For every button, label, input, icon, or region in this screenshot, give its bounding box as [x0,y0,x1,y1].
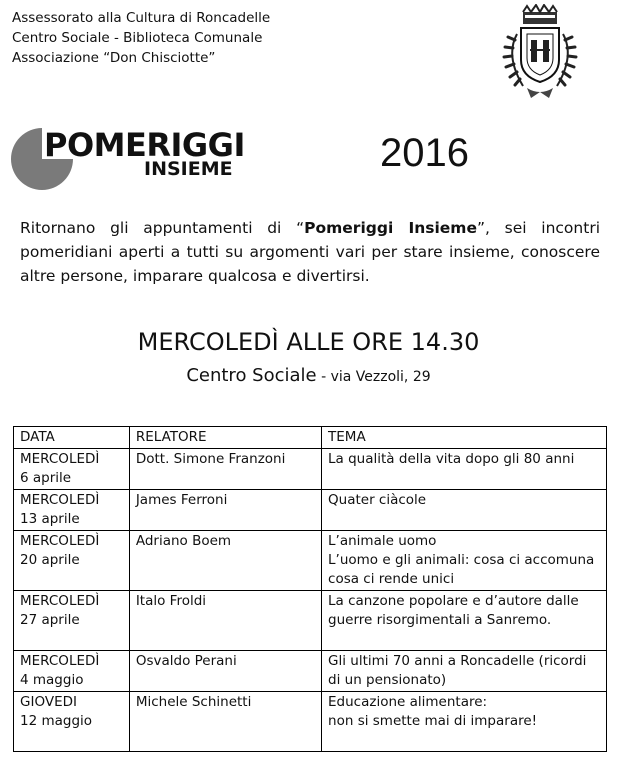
event-title: MERCOLEDÌ ALLE ORE 14.30 [137,328,480,356]
date-label: 12 maggio [20,713,93,729]
organizer-header [12,8,270,68]
schedule-table [13,426,607,752]
intro-text-after: ”, sei incontri pomeridiani aperti a tutti su argomenti vari per stare insieme, conoscere altre persone, imparare qualcosa e divertirsi. [20,219,600,285]
topic-line: Quater ciàcole [328,492,427,508]
speaker-cell: Osvaldo Perani [129,651,321,692]
logo-title: POMERIGGI [44,126,245,164]
date-cell [14,692,130,752]
topic-cell [322,449,607,490]
speaker-cell: Adriano Boem [129,531,321,591]
municipal-crest-icon [497,4,583,104]
pomeriggi-insieme-logo [4,124,254,194]
date-label: 27 aprile [20,612,80,628]
date-label: 13 aprile [20,511,80,527]
date-cell [14,651,130,692]
topic-line: La canzone popolare e d’autore dalle [328,593,579,609]
speaker-cell: Dott. Simone Franzoni [129,449,321,490]
day-label: MERCOLEDÌ [20,492,100,508]
topic-cell [322,490,607,531]
table-row [14,591,607,651]
column-header-topic: TEMA [322,427,607,449]
intro-highlight: Pomeriggi Insieme [304,219,477,237]
topic-line: cosa ci rende unici [328,571,455,587]
date-cell [14,490,130,531]
event-address: - via Vezzoli, 29 [316,369,431,385]
date-spacer [20,731,123,750]
topic-line: La qualità della vita dopo gli 80 anni [328,451,575,467]
table-row [14,531,607,591]
topic-cell [322,692,607,752]
topic-line: di un pensionato) [328,672,447,688]
topic-line: non si smette mai di imparare! [328,713,538,729]
speaker-cell: Italo Froldi [129,591,321,651]
date-label: 20 aprile [20,552,80,568]
topic-line: L’animale uomo [328,533,437,549]
speaker-cell: Michele Schinetti [129,692,321,752]
date-cell [14,449,130,490]
topic-line: Educazione alimentare: [328,694,488,710]
event-location [0,363,617,390]
date-label: 6 aprile [20,470,72,486]
event-place-name: Centro Sociale [186,365,317,386]
topic-cell [322,531,607,591]
topic-line: Gli ultimi 70 anni a Roncadelle (ricordi [328,653,587,669]
day-label: GIOVEDI [20,694,77,710]
date-cell [14,591,130,651]
year-label: 2016 [380,131,469,175]
table-row [14,449,607,490]
intro-text-before: Ritornano gli appuntamenti di “ [20,219,305,237]
intro-paragraph [20,216,600,288]
speaker-cell: James Ferroni [129,490,321,531]
day-label: MERCOLEDÌ [20,593,100,609]
organizer-line-1: Assessorato alla Cultura di Roncadelle [12,10,271,26]
organizer-line-3: Associazione “Don Chisciotte” [12,50,216,66]
topic-cell [322,651,607,692]
date-cell [14,531,130,591]
table-header-row [14,427,607,449]
topic-cell [322,591,607,651]
column-header-speaker: RELATORE [129,427,321,449]
day-label: MERCOLEDÌ [20,653,100,669]
organizer-line-2: Centro Sociale - Biblioteca Comunale [12,30,263,46]
topic-spacer [328,630,600,649]
logo-subtitle: INSIEME [144,158,233,180]
day-label: MERCOLEDÌ [20,533,100,549]
date-label: 4 maggio [20,672,84,688]
table-row [14,692,607,752]
topic-line: L’uomo e gli animali: cosa ci accomuna [328,552,595,568]
day-label: MERCOLEDÌ [20,451,100,467]
table-row [14,651,607,692]
column-header-date: DATA [14,427,130,449]
topic-line: guerre risorgimentali a Sanremo. [328,612,552,628]
table-row [14,490,607,531]
